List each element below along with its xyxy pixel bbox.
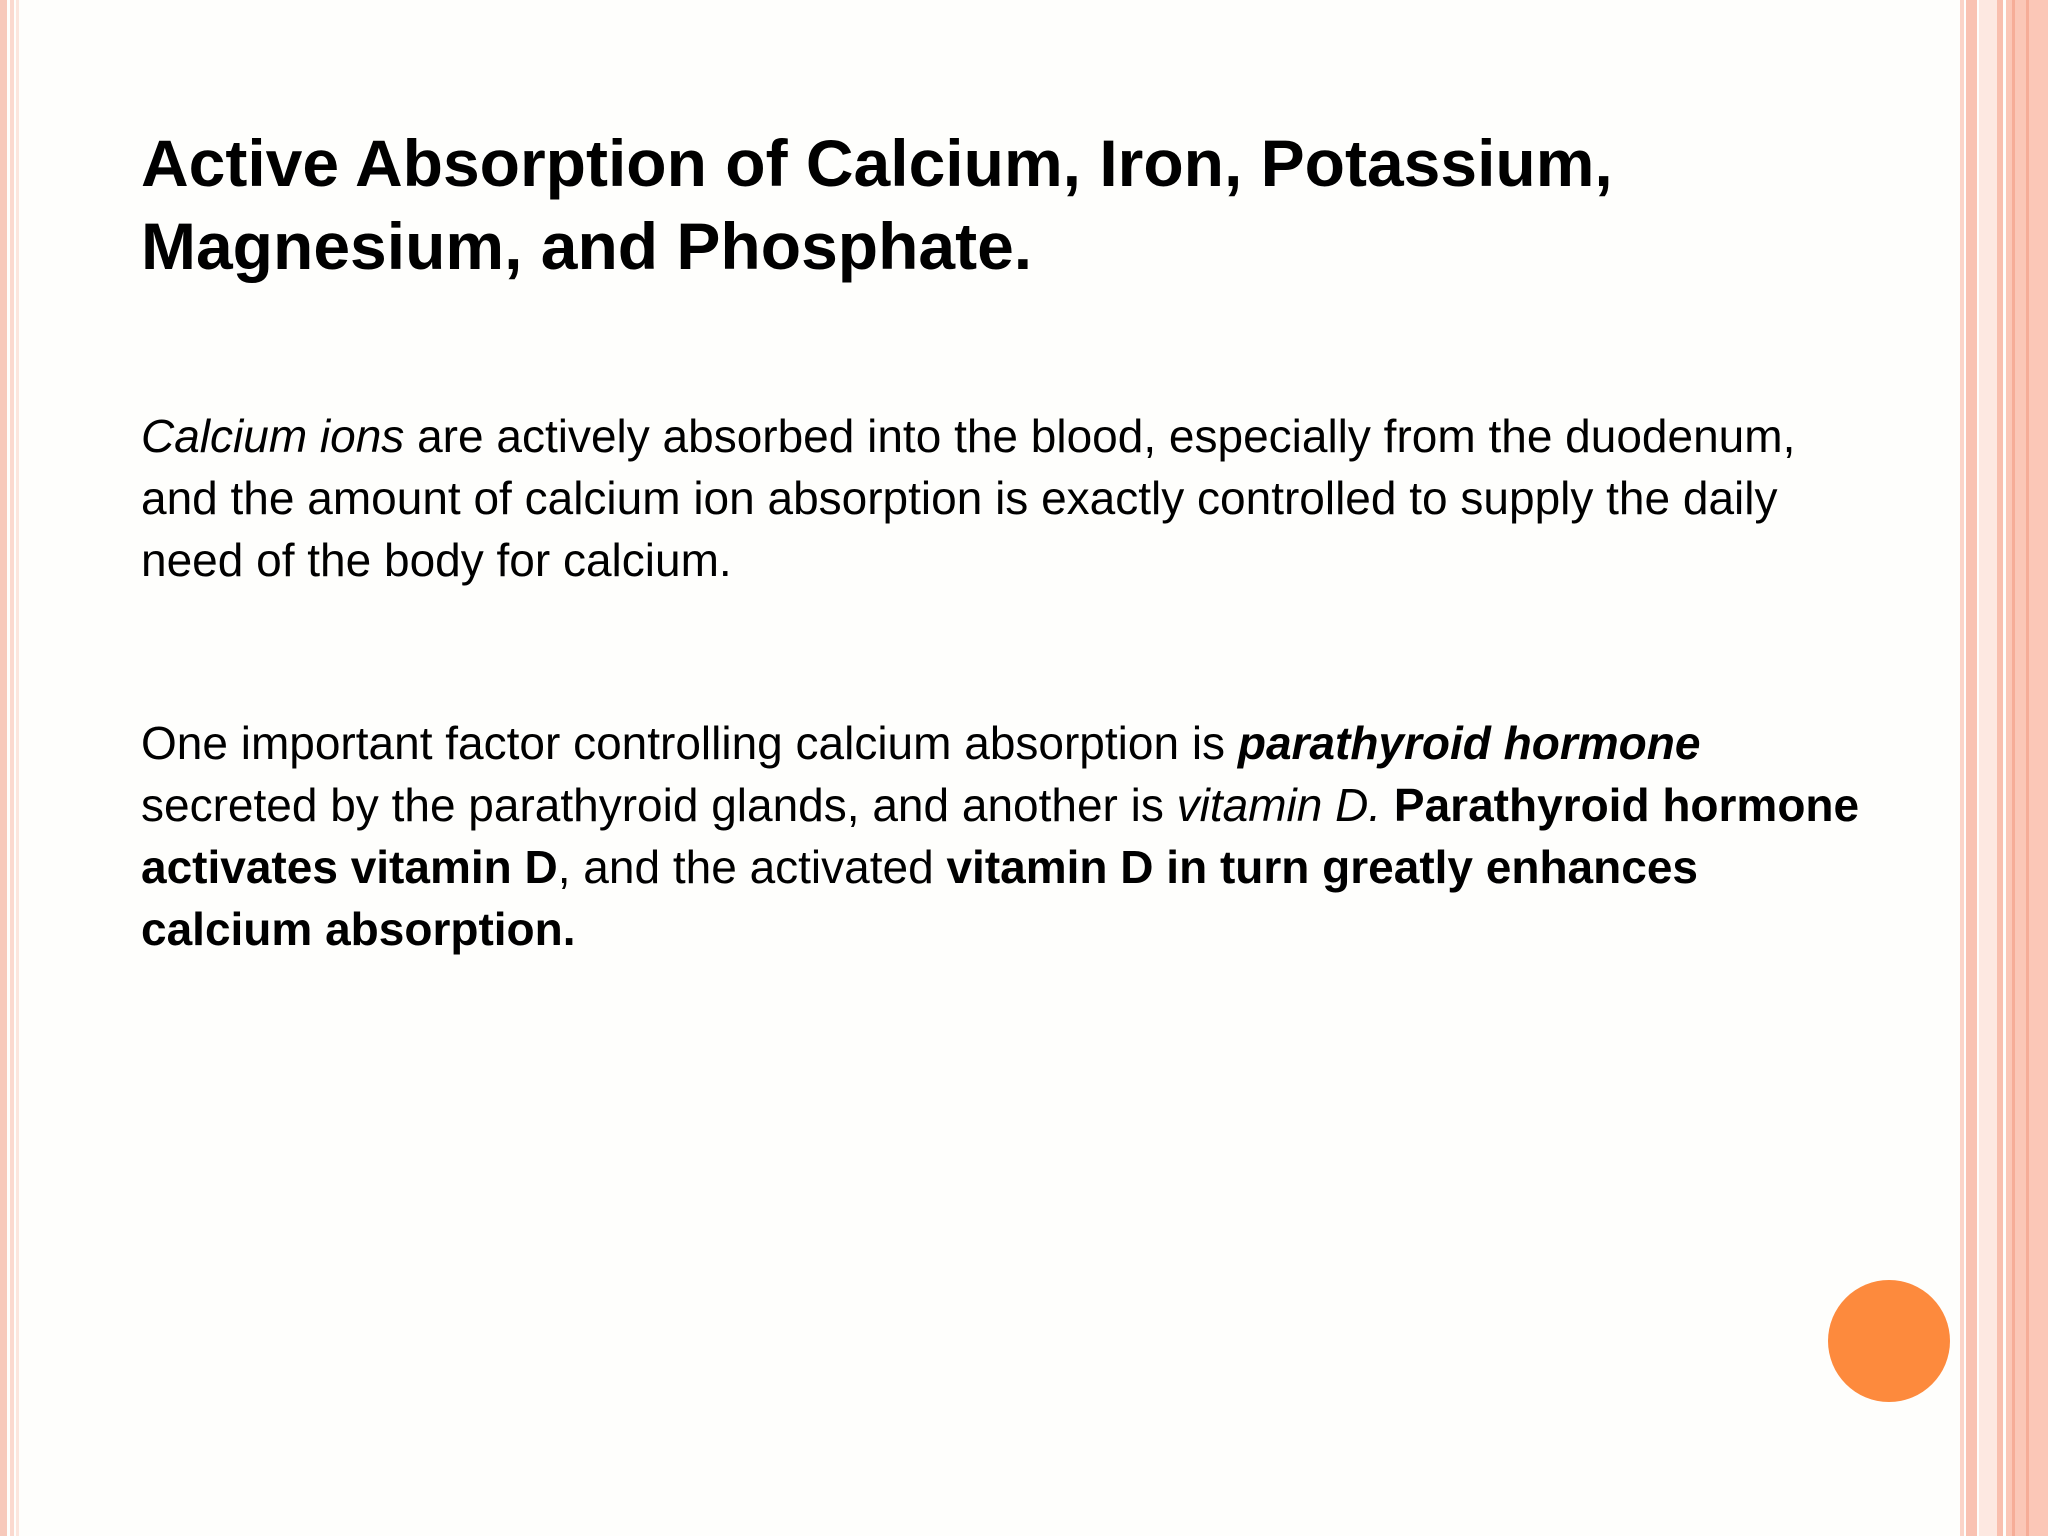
left-border-stripe [10,0,14,1536]
right-border-stripe [1979,0,1997,1536]
right-border-stripe [1960,0,1964,1536]
right-border-stripe [2026,0,2029,1536]
vitamin-d-term: vitamin D. [1176,779,1382,831]
paragraph-calcium-ions [141,405,1861,591]
slide-title-line-2: Magnesium, and Phosphate. [141,209,1033,283]
slide-title [141,122,1881,288]
calcium-ions-term: Calcium ions [141,410,405,462]
paragraph-2-text-b: secreted by the parathyroid glands, and another is [141,779,1177,831]
left-border-stripe [0,0,7,1536]
slide-title-line-1: Active Absorption of Calcium, Iron, Potassium, [141,126,1613,200]
right-border-stripe [1997,0,2003,1536]
parathyroid-hormone-term: parathyroid hormone [1237,717,1701,769]
vitamin-d-enhances-statement: vitamin D in turn greatly enhances calcium absorption. [141,841,1698,955]
left-border-stripe [16,0,19,1536]
paragraph-1-text: are actively absorbed into the blood, especially from the duodenum, and the amount of calcium ion absorption is exactly controlled to supply the daily need of the body for calcium. [141,410,1796,586]
paragraph-2-text-a: One important factor controlling calcium absorption is [141,717,1238,769]
right-border-stripe [2012,0,2015,1536]
parathyroid-activates-statement: Parathyroid hormone activates vitamin D [141,779,1860,893]
orange-circle-decoration [1828,1280,1950,1402]
paragraph-2-text-c: , and the activated [557,841,947,893]
right-border-stripe [1966,0,1977,1536]
paragraph-parathyroid [141,712,1861,960]
